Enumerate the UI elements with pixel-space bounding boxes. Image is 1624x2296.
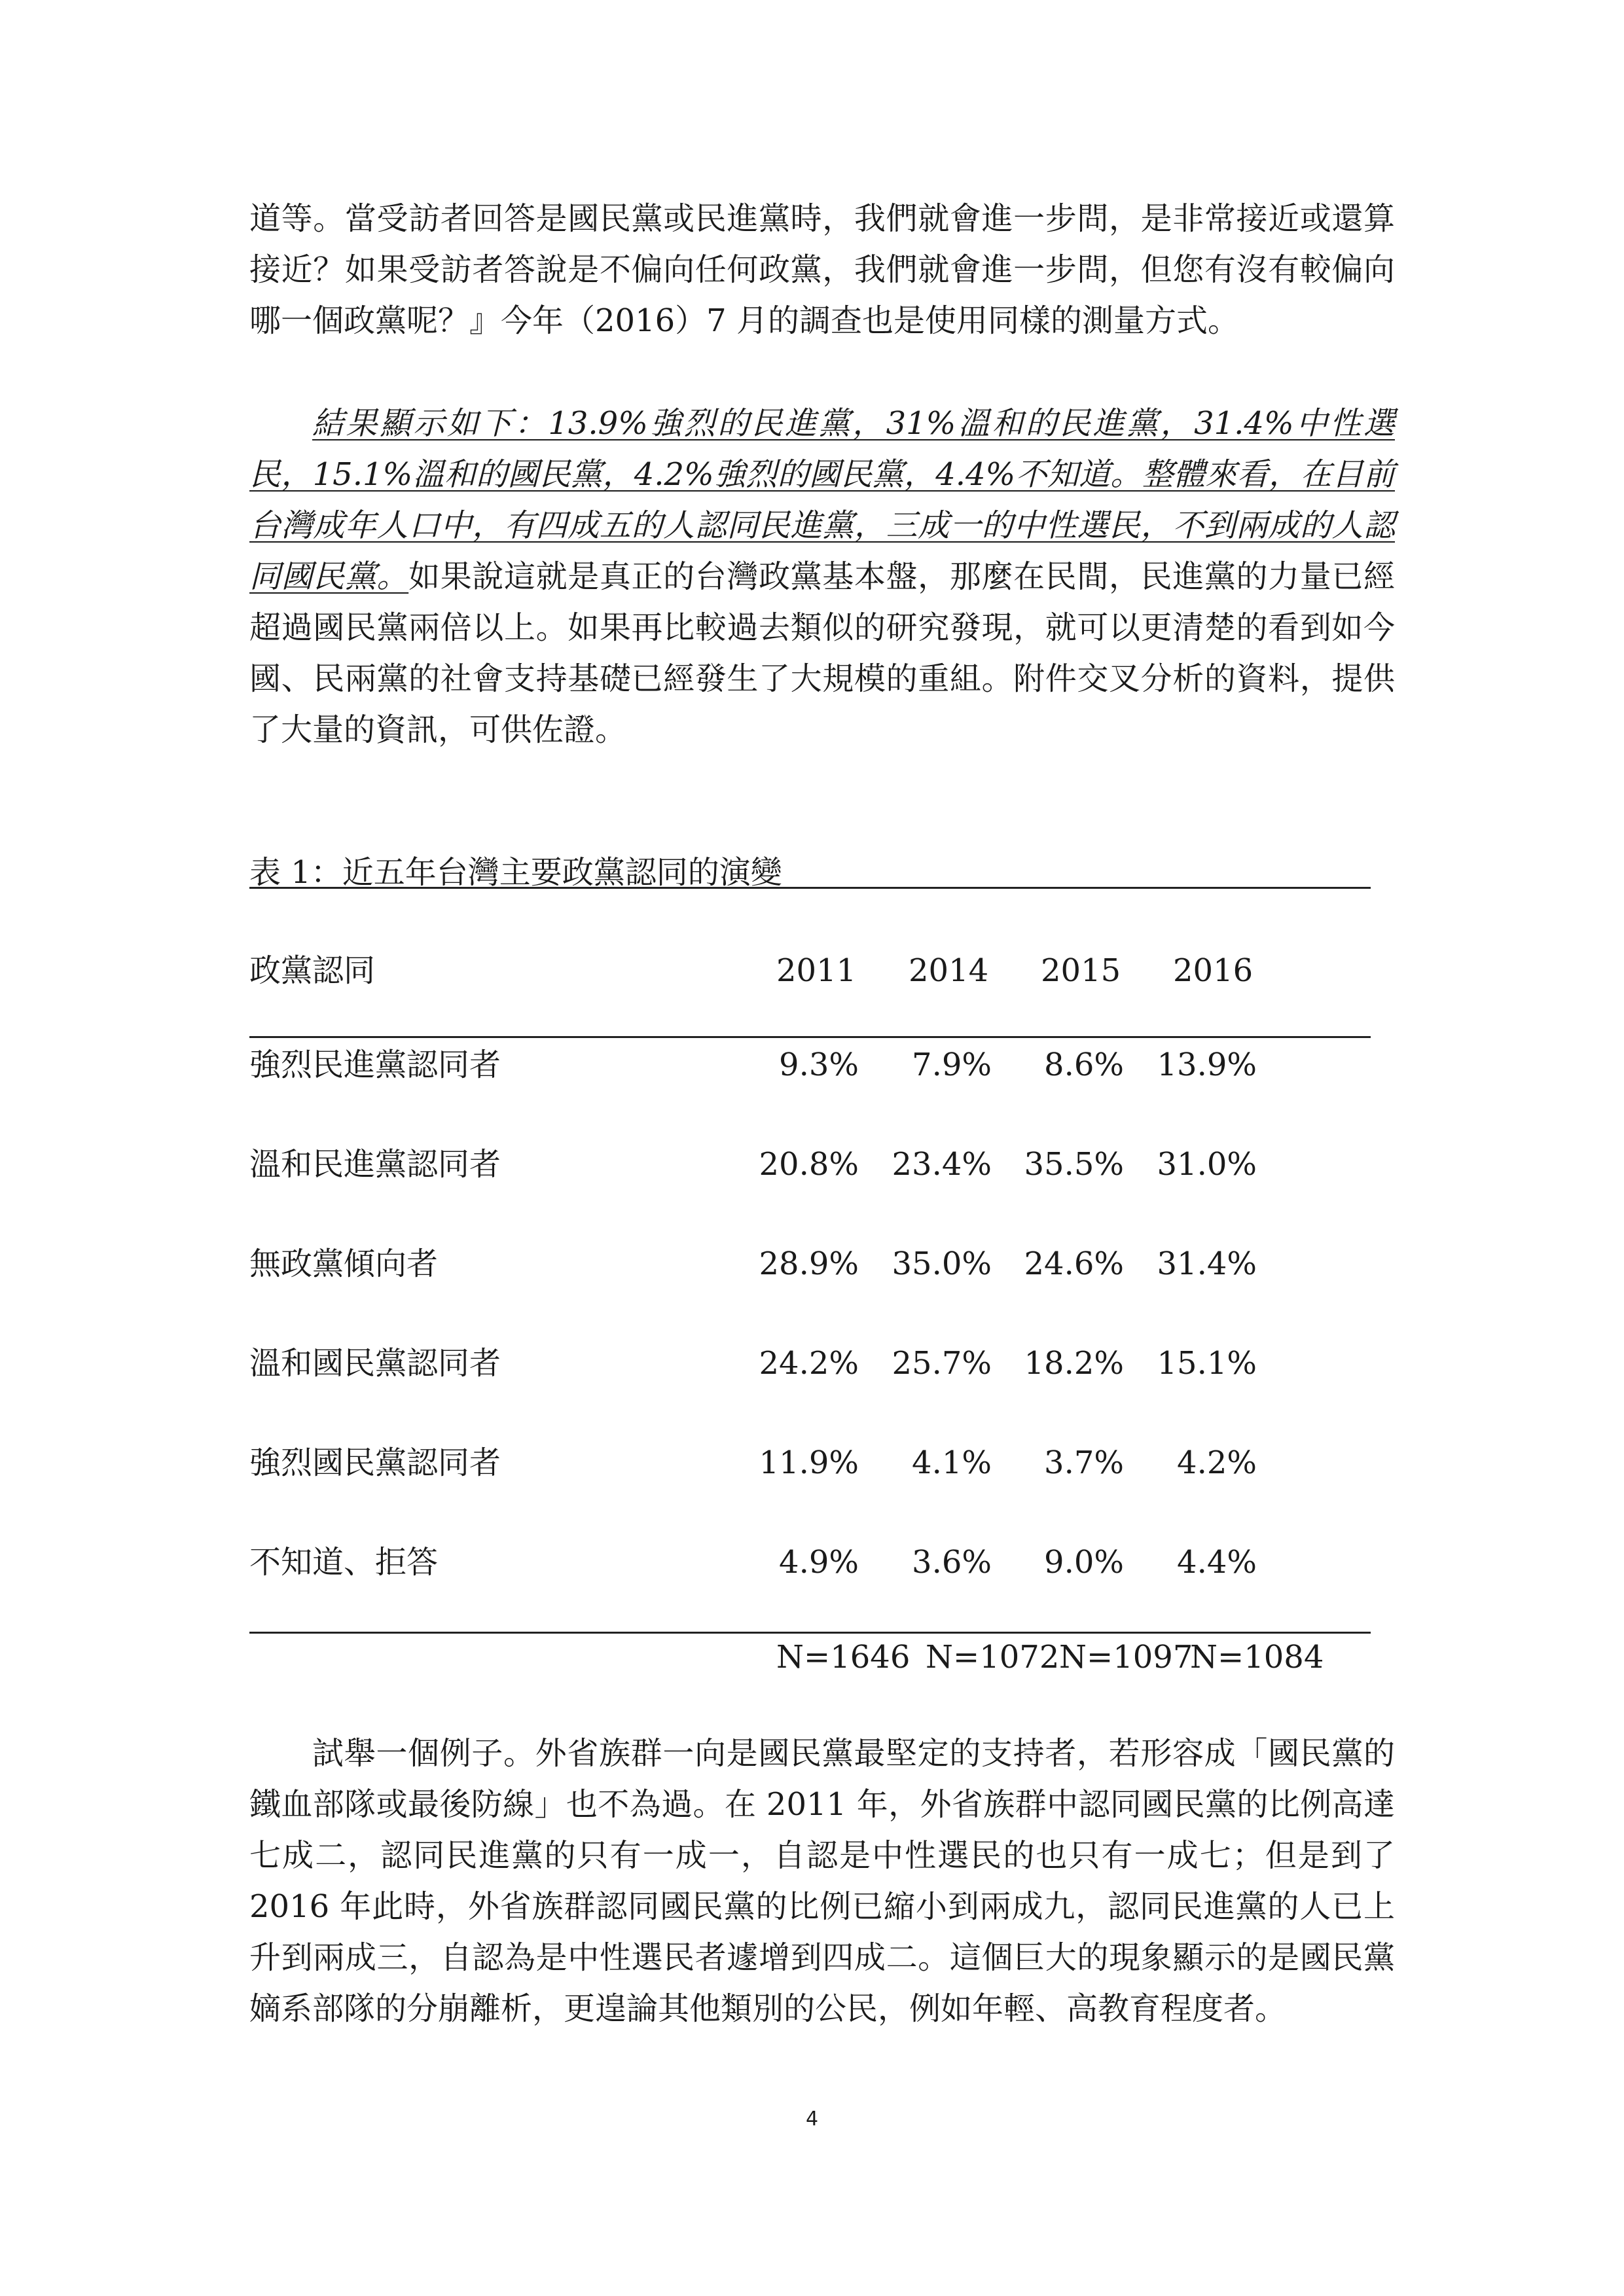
row-label: 溫和民進黨認同者 <box>249 1146 501 1183</box>
table-caption: 表 1：近五年台灣主要政黨認同的演變 <box>249 854 782 891</box>
value-2011: 9.3% <box>779 1047 859 1083</box>
value-2014: 23.4% <box>892 1146 992 1183</box>
value-2011: 28.9% <box>759 1246 859 1282</box>
value-2014: 4.1% <box>912 1444 992 1481</box>
value-2011: 20.8% <box>759 1146 859 1183</box>
value-2015: 8.6% <box>1044 1047 1124 1083</box>
header-label: 政黨認同 <box>249 952 376 989</box>
year-header-2016: 2016 <box>1173 952 1254 989</box>
sample-size-2016: N=1084 <box>1190 1639 1324 1676</box>
sample-size-2014: N=1072 <box>926 1639 1060 1676</box>
value-2016: 31.0% <box>1157 1146 1257 1183</box>
row-label: 不知道、拒答 <box>249 1544 439 1581</box>
sample-size-2015: N=1097 <box>1059 1639 1193 1676</box>
results-discussion: 如果說這就是真正的台灣政黨基本盤，那麼在民間，民進黨的力量已經超過國民黨兩倍以上。如果再比較過去類似的研究發現，就可以更清楚的看到如今國、民兩黨的社會支持基礎已經發生了大規模的重組。附件交叉分析的資料，提供了大量的資訊，可供佐證。 <box>249 558 1395 748</box>
paragraph-example: 試舉一個例子。外省族群一向是國民黨最堅定的支持者，若形容成「國民黨的鐵血部隊或最後防線」也不為過。在 2011 年，外省族群中認同國民黨的比例高達七成二，認同民進黨的只有一成一，自認是中性選民的也只有一成七；但是到了 2016 年此時，外省族群認同國民黨的比例已縮小到兩成九，認同民進黨的人已上升到兩成三，自認為是中性選民者遽增到四成二。這個巨大的現象顯示的是國民黨嫡系部隊的分崩離析，更遑論其他類別的公民，例如年輕、高教育程度者。 <box>249 1735 1395 2027</box>
year-header-2014: 2014 <box>909 952 989 989</box>
value-2014: 35.0% <box>892 1246 992 1282</box>
value-2014: 3.6% <box>912 1544 992 1581</box>
value-2016: 15.1% <box>1157 1345 1257 1382</box>
row-label: 強烈民進黨認同者 <box>249 1047 501 1083</box>
year-header-2015: 2015 <box>1041 952 1121 989</box>
caption-rule <box>249 887 1371 889</box>
value-2016: 4.2% <box>1177 1444 1257 1481</box>
row-label: 溫和國民黨認同者 <box>249 1345 501 1382</box>
row-label: 強烈國民黨認同者 <box>249 1444 501 1481</box>
value-2011: 11.9% <box>759 1444 859 1481</box>
value-2014: 25.7% <box>892 1345 992 1382</box>
value-2011: 24.2% <box>759 1345 859 1382</box>
results-emphasis: 結果顯示如下：13.9%強烈的民進黨，31%溫和的民進黨，31.4%中性選民，15.1%溫和的國民黨，4.2%強烈的國民黨，4.4%不知道。整體來看，在目前台灣成年人口中，有四成五的人認同民進黨，三成一的中性選民，不到兩成的人認同國民黨。 <box>249 405 1395 595</box>
value-2014: 7.9% <box>912 1047 992 1083</box>
value-2016: 13.9% <box>1157 1047 1257 1083</box>
bottom-rule <box>249 1632 1371 1634</box>
value-2016: 31.4% <box>1157 1246 1257 1282</box>
value-2015: 18.2% <box>1024 1345 1124 1382</box>
value-2015: 3.7% <box>1044 1444 1124 1481</box>
header-rule <box>249 1036 1371 1038</box>
value-2011: 4.9% <box>779 1544 859 1581</box>
year-header-2011: 2011 <box>776 952 857 989</box>
row-label: 無政黨傾向者 <box>249 1246 439 1282</box>
value-2015: 9.0% <box>1044 1544 1124 1581</box>
value-2016: 4.4% <box>1177 1544 1257 1581</box>
value-2015: 35.5% <box>1024 1146 1124 1183</box>
paragraph-survey-method: 道等。當受訪者回答是國民黨或民進黨時，我們就會進一步問，是非常接近或還算接近？如果受訪者答說是不偏向任何政黨，我們就會進一步問，但您有沒有較偏向哪一個政黨呢？』今年（2016）7 月的調查也是使用同樣的測量方式。 <box>249 200 1395 339</box>
value-2015: 24.6% <box>1024 1246 1124 1282</box>
sample-size-2011: N=1646 <box>776 1639 911 1676</box>
page-number: 4 <box>805 2108 819 2130</box>
paragraph-results <box>249 398 1395 755</box>
